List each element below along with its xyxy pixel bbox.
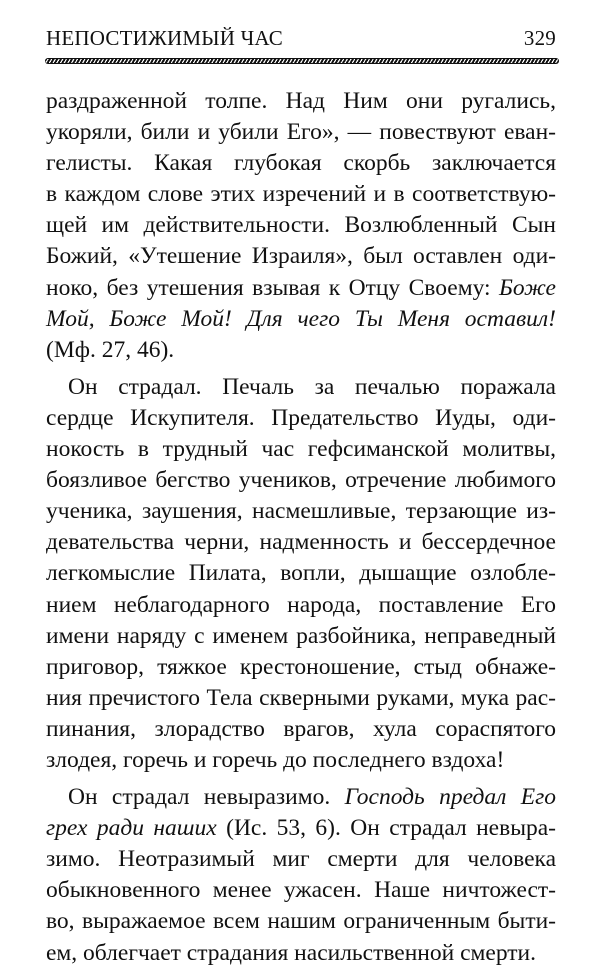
- text-line: [46, 86, 556, 117]
- text-line: [46, 304, 556, 335]
- text-line: [46, 558, 556, 589]
- text-line: [46, 714, 556, 745]
- text-run: во, выражаемое всем нашим ограниченным быти-: [46, 908, 556, 935]
- italic-quote: Господь предал Его: [344, 784, 557, 811]
- text-line: [46, 652, 556, 683]
- body-text: [46, 86, 556, 969]
- text-run: сердце Искупителя. Предательство Иуды, оди-: [46, 404, 556, 431]
- text-run: нием неблагодарного народа, поставление Его: [46, 591, 556, 618]
- text-run: обыкновенного менее ужасен. Наше ничтожест-: [46, 877, 556, 904]
- text-line: [46, 241, 556, 272]
- text-line: [46, 938, 556, 969]
- text-line: [46, 782, 556, 813]
- text-line: [46, 590, 556, 621]
- text-line: [46, 179, 556, 210]
- text-line: [46, 745, 556, 776]
- page-number: 329: [523, 26, 556, 50]
- text-line: [46, 403, 556, 434]
- text-run: ем, облегчает страдания насильственной смерти.: [46, 939, 536, 966]
- text-line: [46, 273, 556, 304]
- text-line: [46, 496, 556, 527]
- text-line: [46, 210, 556, 241]
- running-head: [46, 26, 556, 54]
- italic-quote: Мой, Боже Мой! Для чего Ты Меня оставил!: [46, 305, 556, 332]
- italic-quote: Боже: [498, 274, 556, 301]
- text-run: злодея, горечь и горечь до последнего вздоха!: [46, 746, 505, 773]
- text-line: [46, 906, 556, 937]
- decorative-rule: [45, 58, 559, 64]
- text-run: легкомыслие Пилата, вопли, дышащие озлобле-: [46, 560, 556, 587]
- text-run: имени наряду с именем разбойника, неправедный: [46, 622, 556, 649]
- text-line: [46, 465, 556, 496]
- text-run: девательства черни, надменность и бессердечное: [46, 529, 556, 556]
- text-run: Божий, «Утешение Израиля», был оставлен оди-: [46, 243, 556, 270]
- text-run: приговор, тяжкое крестоношение, стыд обнаже-: [46, 653, 556, 680]
- text-line: [46, 527, 556, 558]
- text-run: зимо. Неотразимый миг смерти для человека: [46, 846, 556, 873]
- text-line: [46, 434, 556, 465]
- text-line: [46, 372, 556, 403]
- text-run: (Ис. 53, 6). Он страдал невыра-: [216, 815, 556, 842]
- text-run: (Мф. 27, 46).: [46, 336, 175, 363]
- text-line: [46, 621, 556, 652]
- text-run: в каждом слове этих изречений и в соответствую-: [46, 181, 556, 208]
- text-line: [46, 148, 556, 179]
- text-run: ния пречистого Тела скверными руками, мука рас-: [46, 684, 556, 711]
- text-line: [46, 335, 556, 366]
- text-run: Он страдал. Печаль за печалью поражала: [68, 373, 556, 400]
- italic-quote: грех ради наших: [46, 815, 217, 842]
- text-run: нокость в трудный час гефсиманской молитвы,: [46, 436, 556, 463]
- text-run: укоряли, били и убили Его», — повествуют еван-: [46, 119, 556, 146]
- text-run: боязливое бегство учеников, отречение любимого: [46, 467, 556, 494]
- text-run: Он страдал невыразимо.: [68, 784, 345, 811]
- text-line: [46, 813, 556, 844]
- text-run: раздраженной толпе. Над Ним они ругались,: [46, 88, 556, 114]
- text-run: гелисты. Какая глубокая скорбь заключается: [46, 150, 556, 177]
- text-line: [46, 844, 556, 875]
- text-run: щей им действительности. Возлюбленный Сын: [46, 212, 556, 239]
- text-run: ученика, заушения, насмешливые, терзающие из-: [46, 498, 556, 525]
- text-line: [46, 683, 556, 714]
- text-run: пинания, злорадство врагов, хула сораспятого: [46, 715, 556, 742]
- text-line: [46, 117, 556, 148]
- running-title: НЕПОСТИЖИМЫЙ ЧАС: [46, 26, 283, 50]
- text-line: [46, 875, 556, 906]
- text-run: ноко, без утешения взывая к Отцу Своему:: [46, 274, 499, 301]
